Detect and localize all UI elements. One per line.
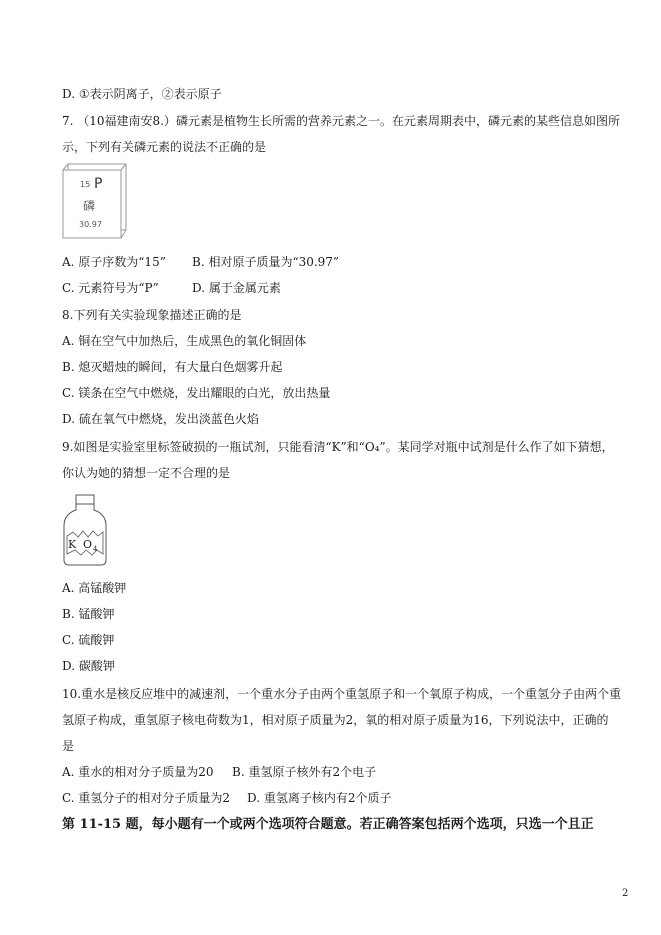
q10-options-row2 xyxy=(62,790,391,806)
atomic-mass: 30.97 xyxy=(79,220,102,229)
bottle-label-subscript: 4 xyxy=(93,545,98,553)
q9-option-b: B. 锰酸钾 xyxy=(62,607,115,621)
element-symbol: P xyxy=(94,176,103,192)
atomic-number: 15 xyxy=(80,180,91,189)
q8-option-a: A. 铜在空气中加热后，生成黑色的氧化铜固体 xyxy=(62,334,307,348)
q7-options-row1 xyxy=(62,254,339,270)
page-number: 2 xyxy=(622,888,629,899)
reagent-bottle-icon xyxy=(62,494,108,566)
q9-option-c: C. 硫酸钾 xyxy=(62,633,115,647)
q10-option-d: D. 重氢离子核内有2个质子 xyxy=(247,791,392,805)
element-name: 磷 xyxy=(83,199,96,213)
q7-option-b: B. 相对原子质量为“30.97” xyxy=(192,255,340,269)
q7-option-d: D. 属于金属元素 xyxy=(192,281,281,295)
phosphorus-element-card xyxy=(62,163,128,239)
q10-option-c: C. 重氢分子的相对分子质量为2 xyxy=(62,791,231,805)
q7-option-c: C. 元素符号为“P” xyxy=(62,281,159,295)
q9-option-d: D. 碳酸钾 xyxy=(62,659,115,673)
bottle-label-k: K xyxy=(68,538,77,551)
bottle-label-o: O xyxy=(83,538,93,551)
q10-stem-line2: 氢原子构成，重氢原子核电荷数为1，相对原子质量为2，氧的相对原子质量为16，下列说法中，正确的 xyxy=(62,713,609,727)
q9-stem-line1: 9.如图是实验室里标签破损的一瓶试剂，只能看清“K”和“O₄”。某同学对瓶中试剂是什么作了如下猜想， xyxy=(62,440,614,454)
q8-stem: 8.下列有关实验现象描述正确的是 xyxy=(62,308,242,322)
q7-stem-line1: 7. （10福建南安8.）磷元素是植物生长所需的营养元素之一。在元素周期表中，磷元素的某些信息如图所 xyxy=(62,114,620,128)
q10-option-a: A. 重水的相对分子质量为20 xyxy=(62,765,214,779)
q9-stem-line2: 你认为她的猜想一定不合理的是 xyxy=(62,466,231,480)
q8-option-b: B. 熄灭蜡烛的瞬间，有大量白色烟雾升起 xyxy=(62,360,283,374)
q8-option-d: D. 硫在氧气中燃烧，发出淡蓝色火焰 xyxy=(62,412,259,426)
q10-stem-line1: 10.重水是核反应堆中的减速剂，一个重水分子由两个重氢原子和一个氧原子构成，一个重氢分子由两个重 xyxy=(62,687,622,701)
q7-option-a: A. 原子序数为“15” xyxy=(62,255,166,269)
q9-option-a: A. 高锰酸钾 xyxy=(62,581,127,595)
section-instruction: 第 11-15 题，每小题有一个或两个选项符合题意。若正确答案包括两个选项，只选一个且正 xyxy=(62,817,594,832)
q10-stem-line3: 是 xyxy=(62,739,75,753)
q7-options-row2 xyxy=(62,280,281,296)
q7-stem-line2: 示，下列有关磷元素的说法不正确的是 xyxy=(62,140,267,154)
q8-option-c: C. 镁条在空气中燃烧，发出耀眼的白光，放出热量 xyxy=(62,386,331,400)
q10-options-row1 xyxy=(62,764,376,780)
q6-option-d: D. ①表示阴离子，②表示原子 xyxy=(62,87,222,101)
q10-option-b: B. 重氢原子核外有2个电子 xyxy=(232,765,377,779)
